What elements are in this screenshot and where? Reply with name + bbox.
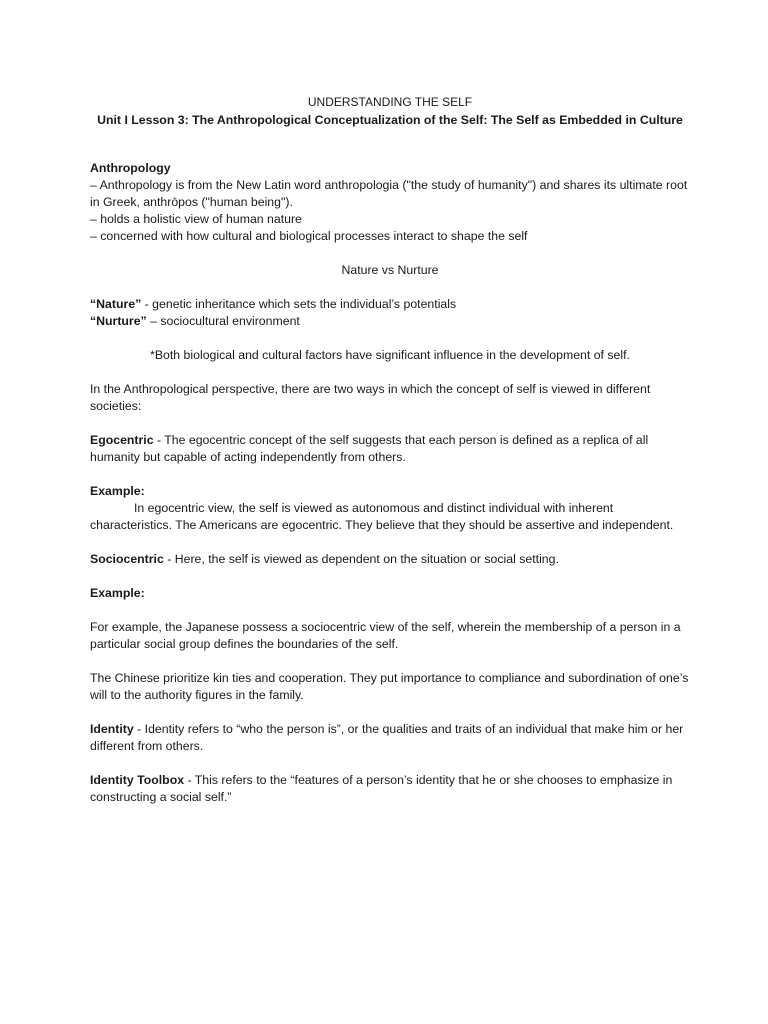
egocentric-term: Egocentric	[90, 433, 154, 447]
document-body	[90, 94, 690, 806]
nature-term: “Nature”	[90, 297, 142, 311]
nurture-definition	[90, 313, 690, 330]
nature-definition	[90, 296, 690, 313]
sociocentric-example-chinese: The Chinese prioritize kin ties and cooperation. They put importance to compliance and subordination of one’s will to the authority figures in the family.	[90, 671, 689, 702]
nurture-text: – sociocultural environment	[146, 314, 300, 328]
nature-vs-nurture-heading: Nature vs Nurture	[341, 263, 439, 277]
identity-toolbox-text: - This refers to the “features of a person’s identity that he or she chooses to emphasize in constructing a social self.”	[90, 773, 673, 804]
egocentric-text: - The egocentric concept of the self suggests that each person is defined as a replica of all humanity but capable of acting independently from others.	[90, 433, 649, 464]
document-subtitle: Unit I Lesson 3: The Anthropological Conceptualization of the Self: The Self as Embedded in Culture	[97, 113, 683, 127]
perspective-intro: In the Anthropological perspective, there are two ways in which the concept of self is viewed in different societies:	[90, 382, 651, 413]
identity-toolbox-term: Identity Toolbox	[90, 773, 185, 787]
influence-note: *Both biological and cultural factors have significant influence in the development of self.	[150, 348, 630, 362]
anthropology-line: – holds a holistic view of human nature	[90, 212, 302, 226]
nurture-term: “Nurture”	[90, 314, 147, 328]
document-title: UNDERSTANDING THE SELF	[307, 95, 473, 109]
sociocentric-example-label: Example:	[90, 586, 145, 600]
anthropology-line: – Anthropology is from the New Latin word anthropologia ("the study of humanity") and shares its ultimate root in Greek, anthrōpos ("human being").	[90, 178, 688, 209]
nature-text: - genetic inheritance which sets the individual’s potentials	[141, 297, 457, 311]
identity-term: Identity	[90, 722, 134, 736]
anthropology-line: – concerned with how cultural and biological processes interact to shape the self	[90, 229, 528, 243]
egocentric-example-text: In egocentric view, the self is viewed as autonomous and distinct individual with inherent characteristics. The Americans are egocentric. They believe that they should be assertive and independent.	[90, 501, 674, 532]
sociocentric-example-japanese: For example, the Japanese possess a sociocentric view of the self, wherein the membership of a person in a particular social group defines the boundaries of the self.	[90, 620, 681, 651]
identity-toolbox-definition	[90, 772, 690, 806]
identity-definition	[90, 721, 690, 755]
egocentric-example-label: Example:	[90, 484, 145, 498]
sociocentric-text: - Here, the self is viewed as dependent on the situation or social setting.	[163, 552, 559, 566]
sociocentric-term: Sociocentric	[90, 552, 164, 566]
identity-text: - Identity refers to “who the person is”, or the qualities and traits of an individual that make him or her different from others.	[90, 722, 684, 753]
sociocentric-definition	[90, 551, 690, 568]
anthropology-heading: Anthropology	[90, 161, 171, 175]
egocentric-definition	[90, 432, 690, 466]
